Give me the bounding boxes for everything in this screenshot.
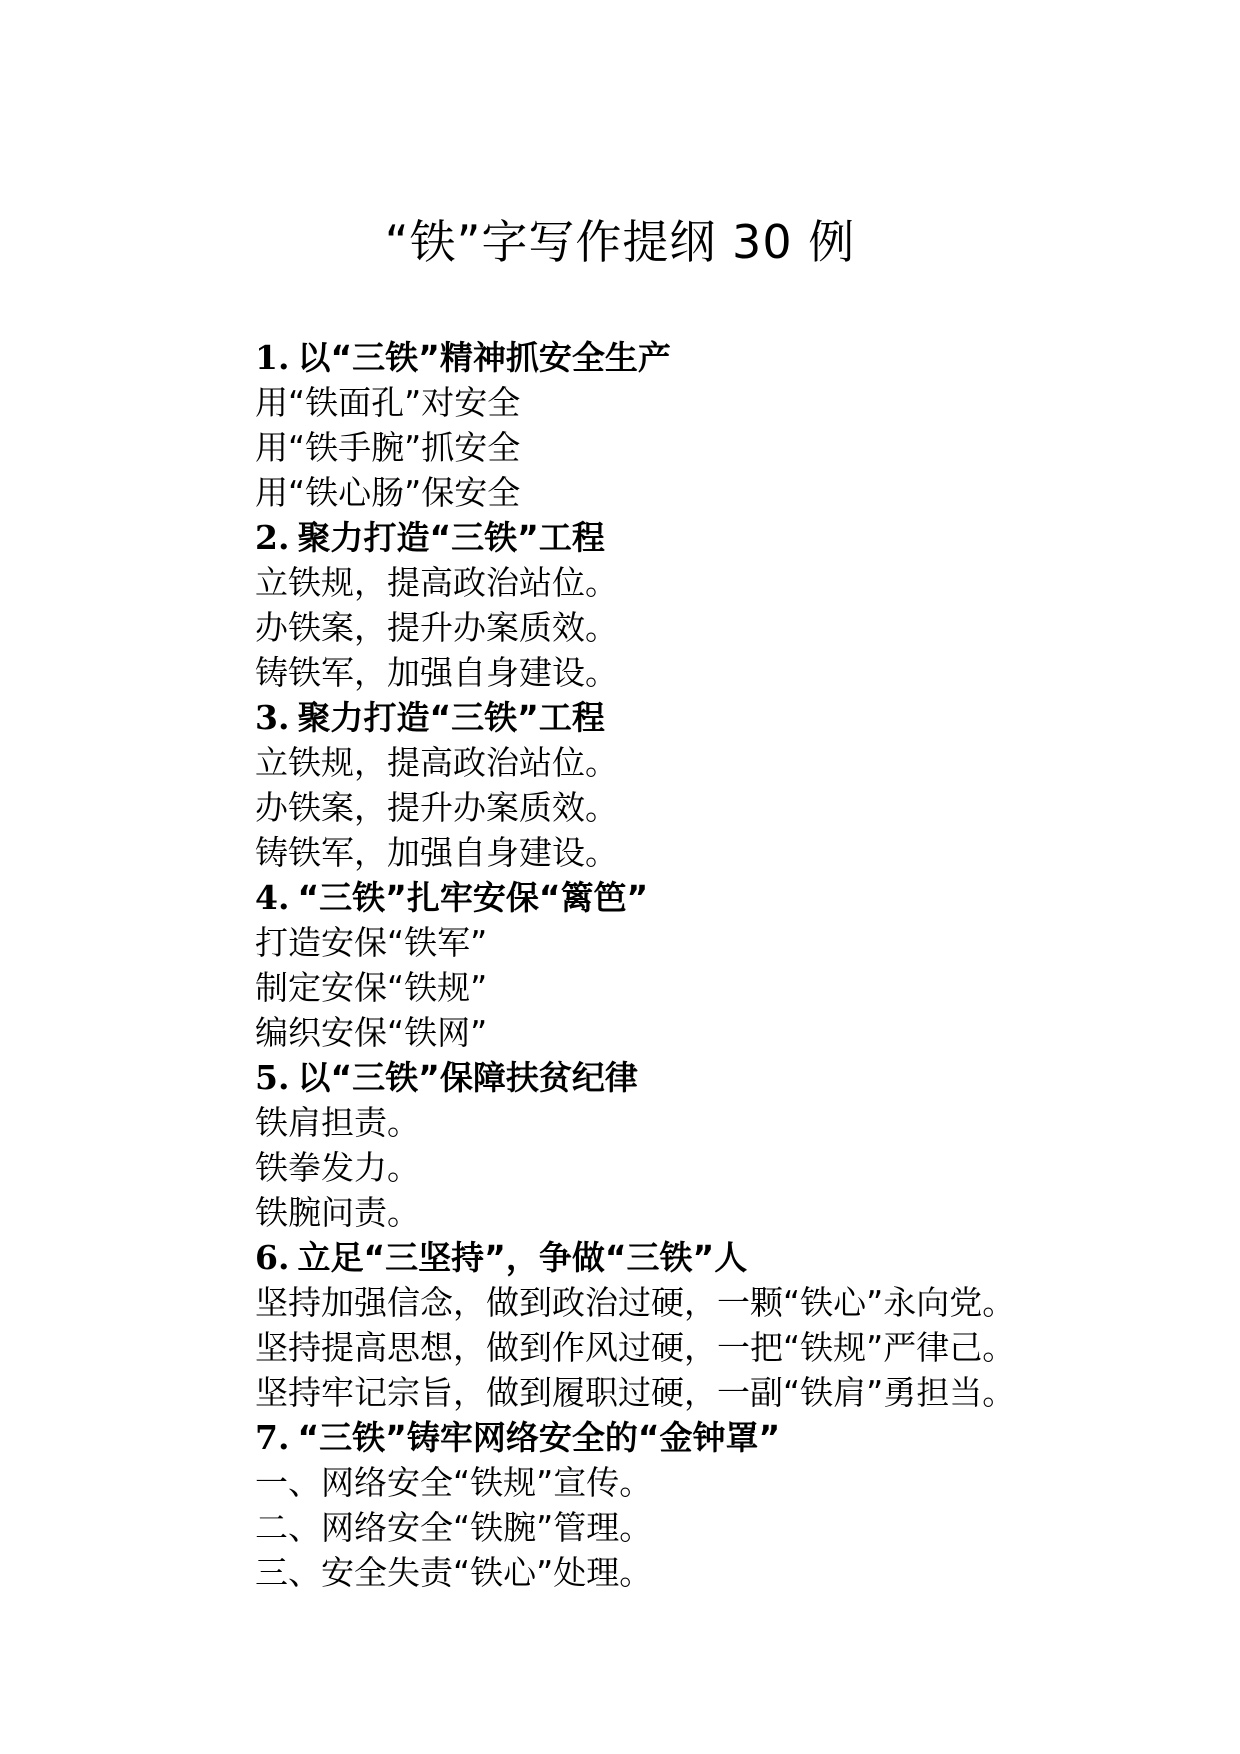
section-heading	[255, 1235, 1155, 1280]
outline-item: 一、网络安全“铁规”宣传。	[255, 1463, 653, 1502]
section-title: 以“三铁”保障扶贫纪律	[297, 1058, 638, 1097]
section-title: “三铁”铸牢网络安全的“金钟罩”	[297, 1418, 781, 1457]
section-heading	[255, 335, 1155, 380]
section-heading	[255, 695, 1155, 740]
outline-item: 制定安保“铁规”	[255, 968, 488, 1007]
section-number: 3.	[255, 698, 290, 737]
outline-item: 用“铁面孔”对安全	[255, 383, 521, 422]
outline-item: 二、网络安全“铁腕”管理。	[255, 1508, 653, 1547]
section-title: “三铁”扎牢安保“篱笆”	[297, 878, 649, 917]
section-number: 1.	[255, 338, 290, 377]
outline-item: 立铁规，提高政治站位。	[255, 743, 618, 782]
outline-item: 用“铁心肠”保安全	[255, 473, 521, 512]
outline-item: 坚持牢记宗旨，做到履职过硬，一副“铁肩”勇担当。	[255, 1373, 1016, 1412]
section-heading	[255, 1415, 1155, 1460]
outline-item: 三、安全失责“铁心”处理。	[255, 1553, 653, 1592]
section-title: 聚力打造“三铁”工程	[297, 698, 605, 737]
section-title: 立足“三坚持”，争做“三铁”人	[297, 1238, 748, 1277]
outline-item: 铸铁军，加强自身建设。	[255, 653, 618, 692]
outline-item: 铁腕问责。	[255, 1193, 420, 1232]
outline-item: 坚持提高思想，做到作风过硬，一把“铁规”严律己。	[255, 1328, 1016, 1367]
outline-item: 坚持加强信念，做到政治过硬，一颗“铁心”永向党。	[255, 1283, 1016, 1322]
outline-item: 打造安保“铁军”	[255, 923, 488, 962]
section-heading	[255, 515, 1155, 560]
section-heading	[255, 1055, 1155, 1100]
section-heading	[255, 875, 1155, 920]
section-number: 5.	[255, 1058, 290, 1097]
outline-item: 编织安保“铁网”	[255, 1013, 488, 1052]
outline-item: 用“铁手腕”抓安全	[255, 428, 521, 467]
outline-item: 铁肩担责。	[255, 1103, 420, 1142]
outline-item: 铁拳发力。	[255, 1148, 420, 1187]
outline-item: 办铁案，提升办案质效。	[255, 608, 618, 647]
section-number: 7.	[255, 1418, 290, 1457]
outline-item: 立铁规，提高政治站位。	[255, 563, 618, 602]
section-number: 6.	[255, 1238, 290, 1277]
section-number: 4.	[255, 878, 290, 917]
outline-content	[255, 335, 1155, 1595]
section-number: 2.	[255, 518, 290, 557]
section-title: 聚力打造“三铁”工程	[297, 518, 605, 557]
outline-item: 办铁案，提升办案质效。	[255, 788, 618, 827]
document-title: “铁”字写作提纲 30 例	[384, 215, 856, 269]
outline-item: 铸铁军，加强自身建设。	[255, 833, 618, 872]
section-title: 以“三铁”精神抓安全生产	[297, 338, 671, 377]
